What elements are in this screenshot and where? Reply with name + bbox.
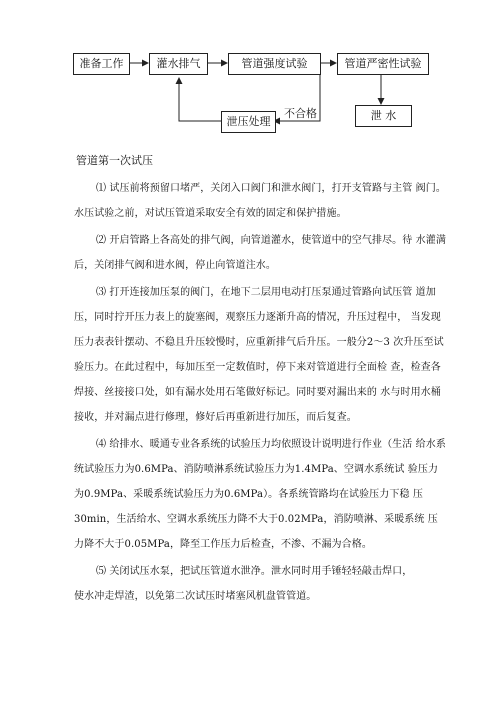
flow-step-tightness-label: 管道严密性试验 [344,57,422,70]
process-flowchart [0,0,500,150]
flow-step-prepare-label: 准备工作 [79,57,124,70]
paragraph-5: ⑸ 关闭试压水泵，把试压管道水泄净。泄水同时用手锤轻轻敲击焊口， [96,566,413,577]
flow-step-drain [355,105,412,127]
flow-fail-label: 不合格 [284,107,317,120]
document-body [74,152,446,611]
flow-step-strength-label: 管道强度试验 [241,57,308,70]
section-title: 管道第一次试压 [76,154,153,167]
flow-step-strength [228,53,321,75]
arrow-relief-to-fill [179,78,221,121]
flow-step-prepare [73,53,130,75]
flow-step-relief [221,111,276,133]
paragraph-1: ⑴ 试压前将预留口堵严，关闭入口阀门和泄水阀门，打开支管路与主管 阀门。水压试验之前，对试压管道采取安全有效的固定和保护措施。 [74,183,446,219]
paragraph-3: ⑶ 打开连接加压泵的阀门，在地下二层用电动打压泵通过管路向试压管 道加压，同时拧开压力表上的旋塞阀，观察压力逐渐升高的情况，升压过程中， 当发现压力表表针摆动、不稳且升压较慢时，应重新排气后升压。一般分2～3 次升压至试验压力。在此过程中，每加压至一定数值时，停下来对管道进行全面检 查，检查各焊接、丝接接口处，如有漏水处用石笔做好标记。同时要对漏出来的 水与时用水桶接收，并对漏点进行修理，修好后再重新进行加压，而后复查。 [74,287,444,423]
paragraph-4: ⑷ 给排水、暖通专业各系统的试验压力均依照设计说明进行作业（生活 给水系统试验压力为0.6MPa、消防喷淋系统试验压力为1.4MPa、空调水系统试 验压力为0.9MPa、采暖系统试验压力为0.6MPa）。各系统管路均在试验压力下稳 压30min，生活给水、空调水系统压力降不大于0.02MPa，消防喷淋、采暖系统 压力降不大于0.05MPa，降至工作压力后检查，不渗、不漏为合格。 [74,439,446,550]
paragraph-5-continuation: 使水冲走焊渣，以免第二次试压时堵塞风机盘管管道。 [74,591,317,602]
paragraph-2: ⑵ 开启管路上各高处的排气阀，向管道灌水，使管道中的空气排尽。待 水灌满后，关闭排气阀和进水阀，停止向管道注水。 [74,235,446,271]
flow-step-fill [149,53,208,75]
flow-step-tightness [337,53,429,75]
flow-step-fill-label: 灌水排气 [156,57,201,70]
flow-step-drain-label: 泄 水 [370,109,397,122]
flow-step-relief-label: 泄压处理 [226,115,271,128]
